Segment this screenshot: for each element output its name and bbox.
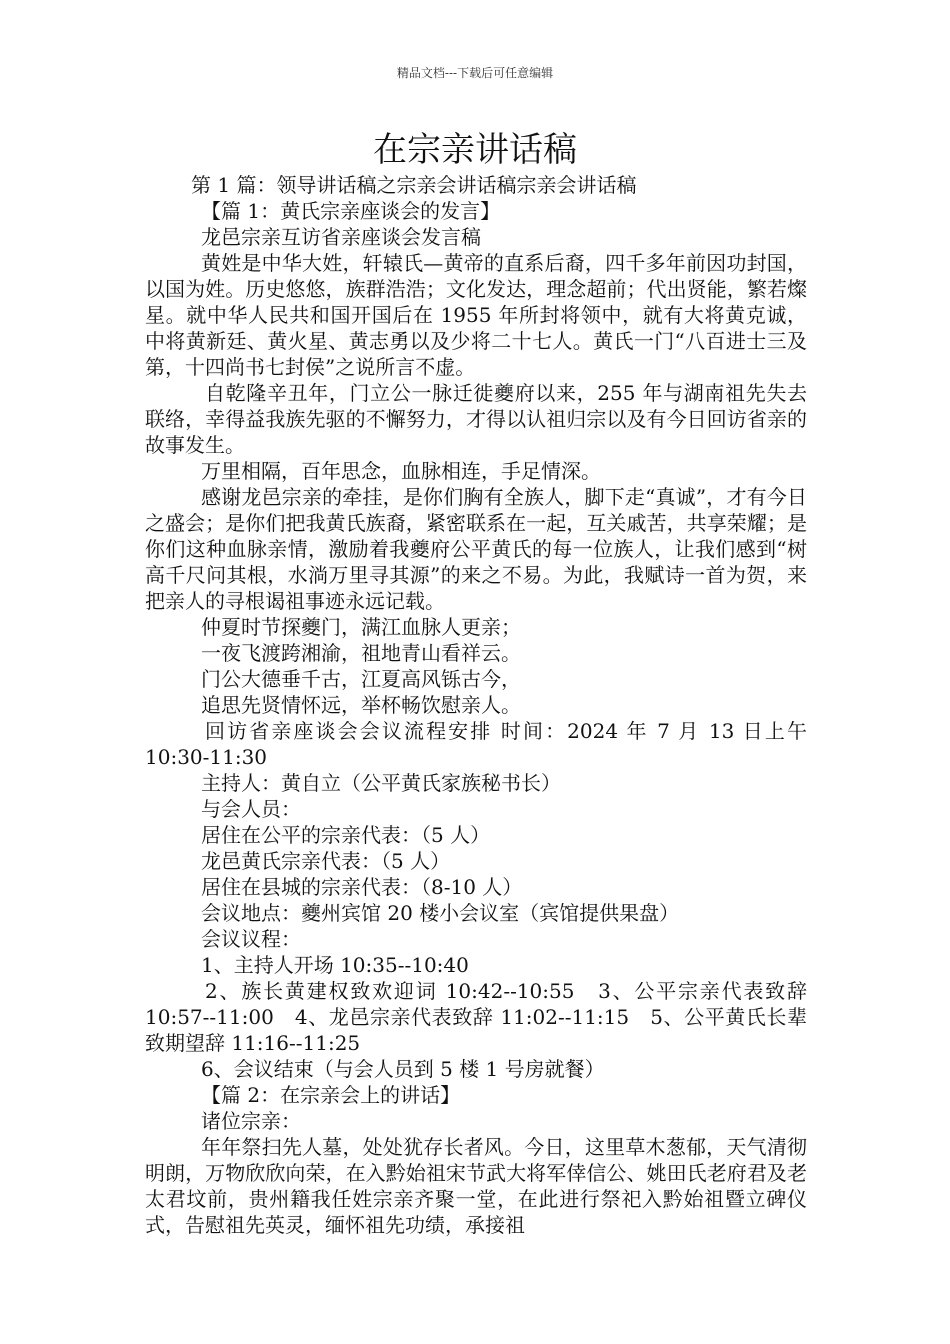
chapter-heading: 第 1 篇：领导讲话稿之宗亲会讲话稿宗亲会讲话稿	[191, 173, 637, 197]
body-paragraph: 年年祭扫先人墓，处处犹存长者风。今日，这里草木葱郁，天气清彻明朗，万物欣欣向荣，在入黔始祖宋节武大将军倖信公、姚田氏老府君及老太君坟前，贵州籍我任姓宗亲齐聚一堂，在此进行祭祀入黔始祖暨立碑仪式，告慰祖先英灵，缅怀祖先功绩，承接祖	[145, 1135, 807, 1237]
attendee-line: 龙邑黄氏宗亲代表：（5 人）	[201, 849, 451, 873]
agenda-item: 1、主持人开场 10:35--10:40	[201, 953, 469, 977]
body-paragraph: 黄姓是中华大姓，轩辕氏—黄帝的直系后裔，四千多年前因功封国，以国为姓。历史悠悠，族群浩浩；文化发达，理念超前；代出贤能，繁若燦星。就中华人民共和国开国后在 1955 年所封将领中，就有大将黄克诚，中将黄新廷、黄火星、黄志勇以及少将二十七人。黄氏一门“八百进士三及第，十四尚书七封侯”之说所言不虚。	[145, 251, 807, 379]
document-body	[145, 172, 807, 1238]
salutation: 诸位宗亲：	[201, 1109, 301, 1133]
venue-line: 会议地点：夔州宾馆 20 楼小会议室（宾馆提供果盘）	[201, 901, 680, 925]
body-paragraph: 万里相隔，百年思念，血脉相连，手足情深。	[201, 459, 601, 483]
attendee-line: 居住在公平的宗亲代表：（5 人）	[201, 823, 491, 847]
agenda-item: 6、会议结束（与会人员到 5 楼 1 号房就餐）	[201, 1057, 605, 1081]
body-paragraph: 自乾隆辛丑年，门立公一脉迁徙夔府以来，255 年与湖南祖先失去联络，幸得益我族先驱的不懈努力，才得以认祖归宗以及有今日回访省亲的故事发生。	[145, 381, 807, 457]
schedule-heading: 回访省亲座谈会会议流程安排 时间：2024 年 7 月 13 日上午 10:30-11:30	[145, 719, 807, 769]
header-note: 精品文档---下载后可任意编辑	[396, 66, 554, 80]
agenda-label: 会议议程：	[201, 927, 301, 951]
poem-line: 追思先贤情怀远，举杯畅饮慰亲人。	[201, 693, 521, 717]
attendees-label: 与会人员：	[201, 797, 301, 821]
section-heading: 【篇 1：黄氏宗亲座谈会的发言】	[201, 199, 501, 223]
section-heading: 【篇 2：在宗亲会上的讲话】	[201, 1083, 461, 1107]
poem-line: 仲夏时节探夔门，满江血脉人更亲；	[201, 615, 521, 639]
poem-line: 门公大德垂千古，江夏高风铄古今，	[201, 667, 521, 691]
attendee-line: 居住在县城的宗亲代表：（8-10 人）	[201, 875, 523, 899]
speech-title: 龙邑宗亲互访省亲座谈会发言稿	[201, 225, 481, 249]
host-line: 主持人：黄自立（公平黄氏家族秘书长）	[201, 771, 561, 795]
body-paragraph: 感谢龙邑宗亲的牵挂，是你们胸有全族人，脚下走“真诚”，才有今日之盛会；是你们把我黄氏族裔，紧密联系在一起，互关戚苦，共享荣耀；是你们这种血脉亲情，激励着我夔府公平黄氏的每一位族人，让我们感到“树高千尺问其根，水淌万里寻其源”的来之不易。为此，我赋诗一首为贺，来把亲人的寻根谒祖事迹永远记载。	[145, 485, 807, 613]
document-title: 在宗亲讲话稿	[373, 130, 577, 170]
poem-line: 一夜飞渡跨湘渝，祖地青山看祥云。	[201, 641, 521, 665]
agenda-item: 2、族长黄建权致欢迎词 10:42--10:55 3、公平宗亲代表致辞 10:57--11:00 4、龙邑宗亲代表致辞 11:02--11:15 5、公平黄氏长辈致期望辞 11:16--11:25	[145, 979, 807, 1055]
